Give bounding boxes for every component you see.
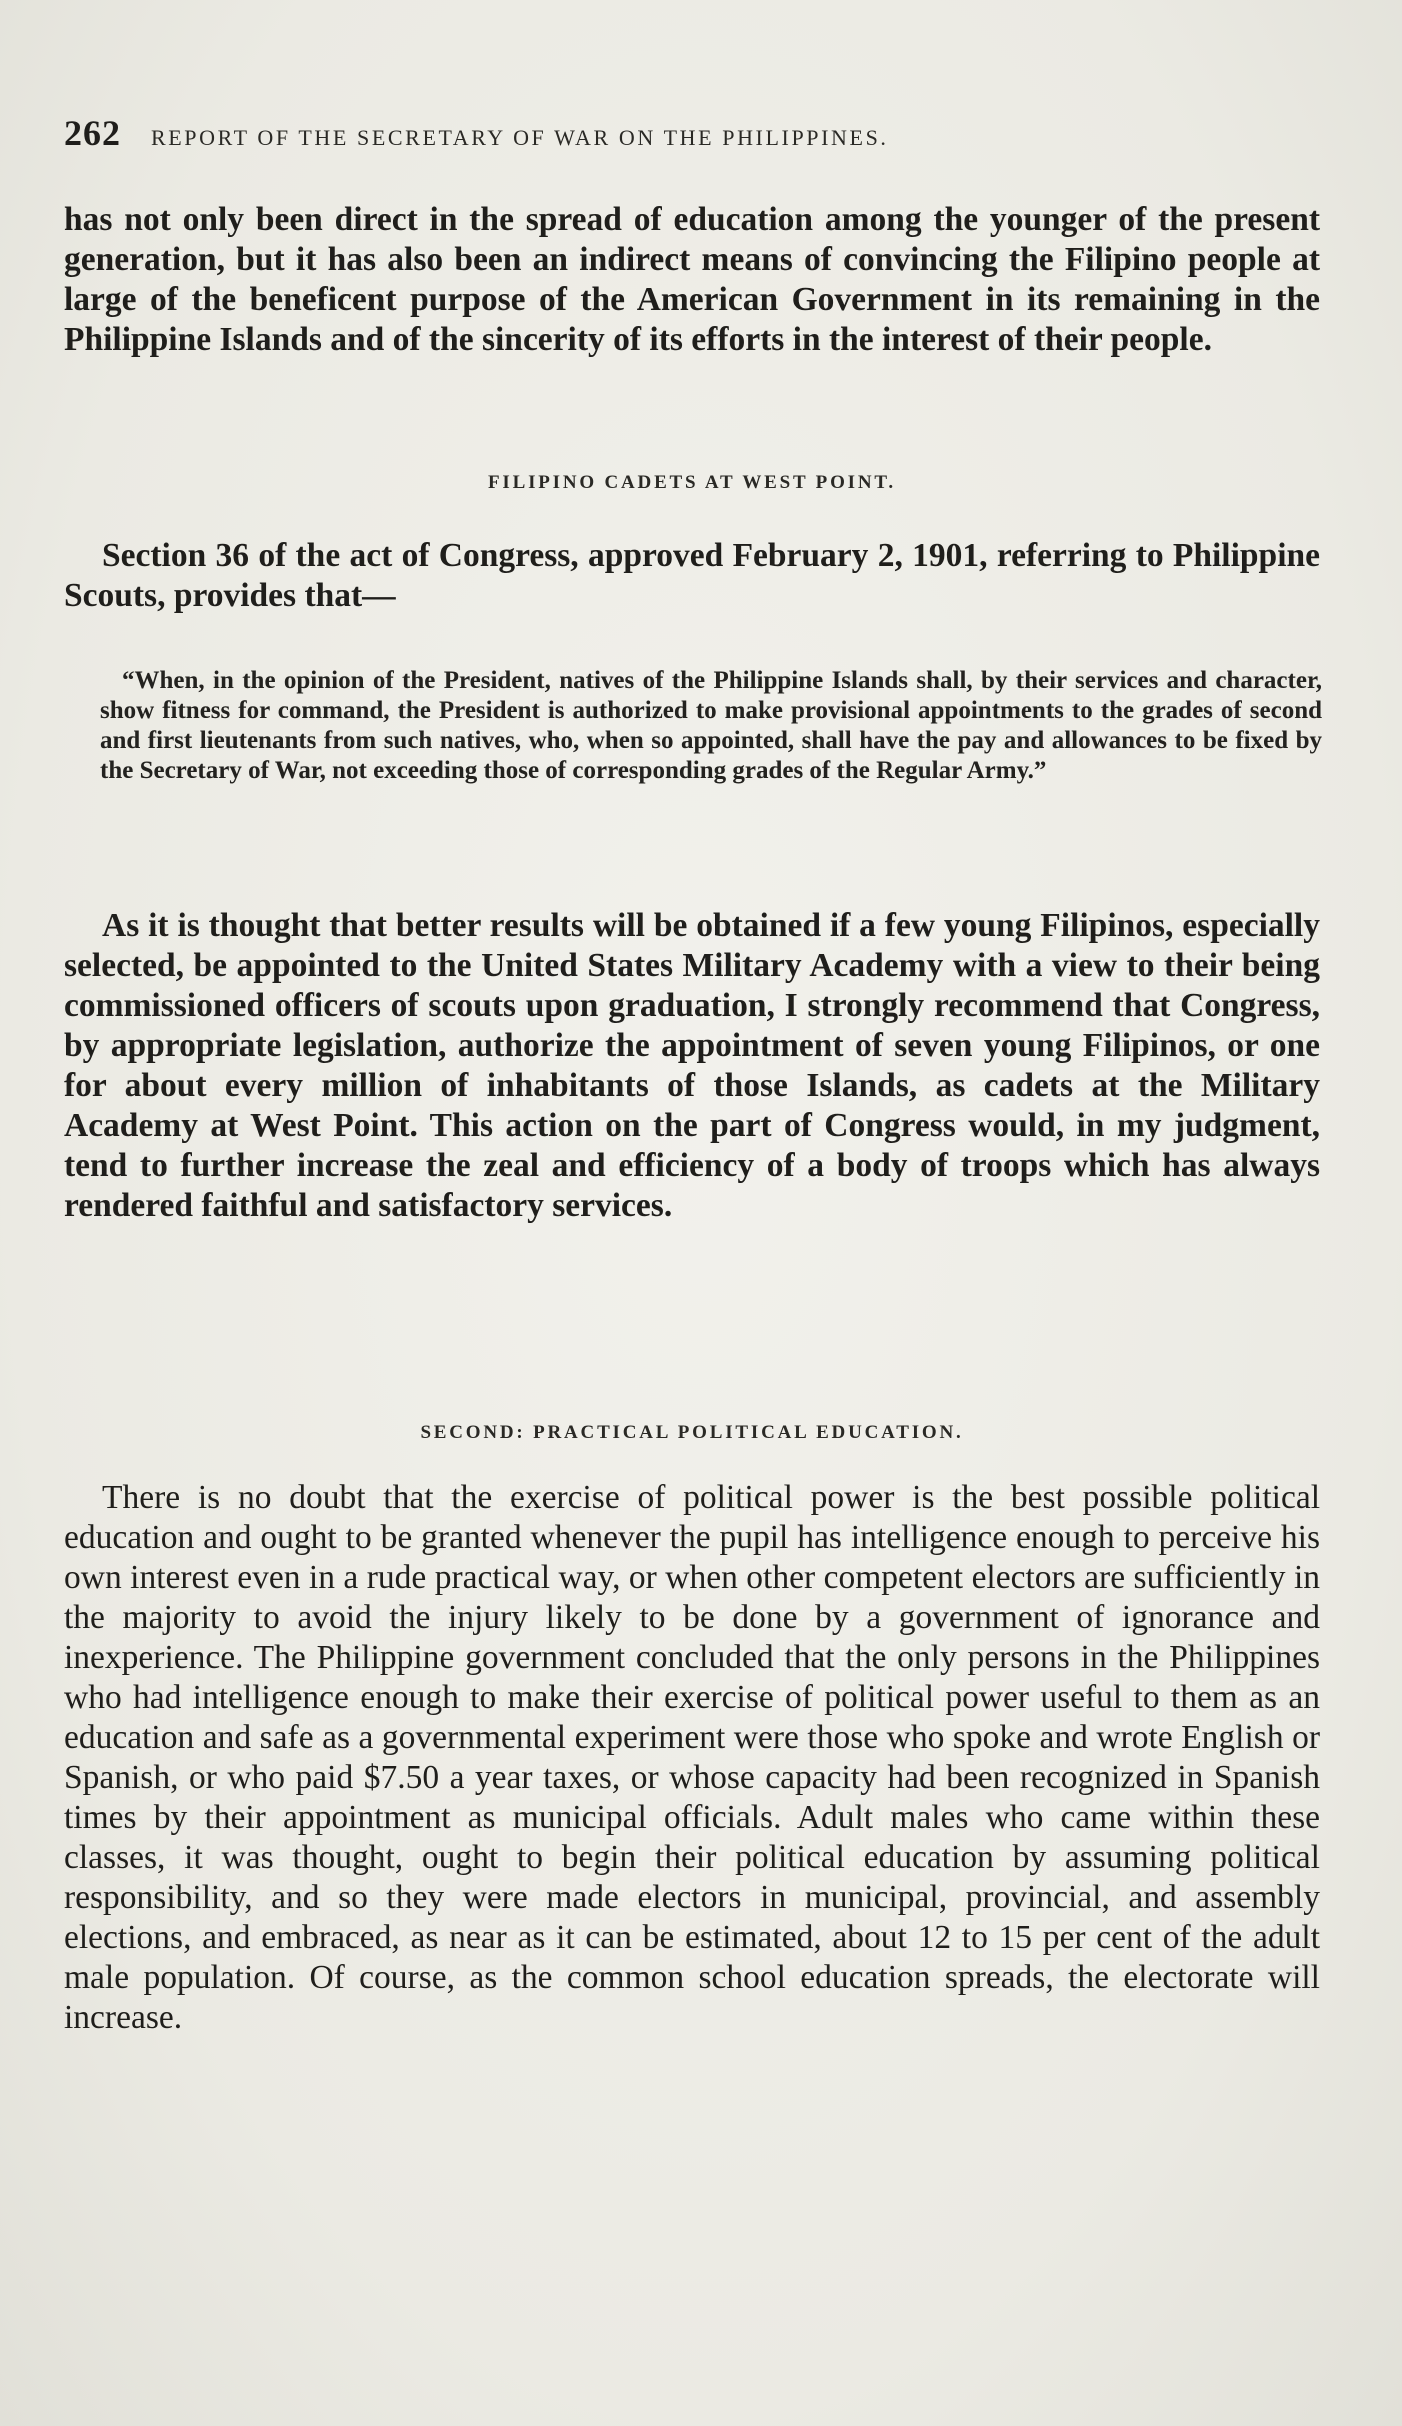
- paragraph-recommendation: As it is thought that better results will be obtained if a few young Filipinos, especially selected, be appointed to the United States Military Academy with a view to their being commissioned officers of scouts upon graduation, I strongly recommend that Congress, by appropriate legislation, authorize the appointment of seven young Filipinos, or one for about every million of inhabitants of those Islands, as cadets at the Military Academy at West Point. This action on the part of Congress would, in my judgment, tend to further increase the zeal and efficiency of a body of troops which has always rendered faithful and satisfactory services.: [64, 907, 1320, 1224]
- section-heading-political-education: SECOND: PRACTICAL POLITICAL EDUCATION.: [420, 1422, 964, 1443]
- section-heading-filipino-cadets: FILIPINO CADETS AT WEST POINT.: [488, 472, 896, 493]
- paragraph-continuation: has not only been direct in the spread of education among the younger of the present generation, but it has also been an indirect means of convincing the Filipino people at large of the beneficent purpose of the American Government in its remaining in the Philippine Islands and of the sincerity of its efforts in the interest of their people.: [64, 201, 1320, 358]
- paragraph-political-power: There is no doubt that the exercise of political power is the best possible political education and ought to be granted whenever the pupil has intelligence enough to perceive his own interest even in a rude practical way, or when other competent electors are sufficiently in the majority to avoid the injury likely to be done by a government of ignorance and inexperience. The Philippine government concluded that the only persons in the Philippines who had intelligence enough to make their exercise of political power useful to them as an education and safe as a governmental experiment were those who spoke and wrote English or Spanish, or who paid $7.50 a year taxes, or whose capacity had been recognized in Spanish times by their appointment as municipal officials. Adult males who came within these classes, it was thought, ought to begin their political education by assuming political responsibility, and so they were made electors in municipal, provincial, and assembly elections, and embraced, as near as it can be estimated, about 12 to 15 per cent of the adult male population. Of course, as the common school education spreads, the electorate will increase.: [64, 1479, 1320, 2036]
- paragraph-section-36: Section 36 of the act of Congress, approved February 2, 1901, referring to Philippine Scouts, provides that—: [64, 537, 1320, 614]
- block-quote-statute: “When, in the opinion of the President, natives of the Philippine Islands shall, by their services and character, show fitness for command, the President is authorized to make provisional appointments to the grades of second and first lieutenants from such natives, who, when so appointed, shall have the pay and allowances to be fixed by the Secretary of War, not exceeding those of corresponding grades of the Regular Army.”: [100, 667, 1322, 784]
- running-head: REPORT OF THE SECRETARY OF WAR ON THE PHILIPPINES.: [151, 125, 889, 150]
- page-number: 262: [64, 113, 121, 153]
- page-header: [64, 112, 1324, 162]
